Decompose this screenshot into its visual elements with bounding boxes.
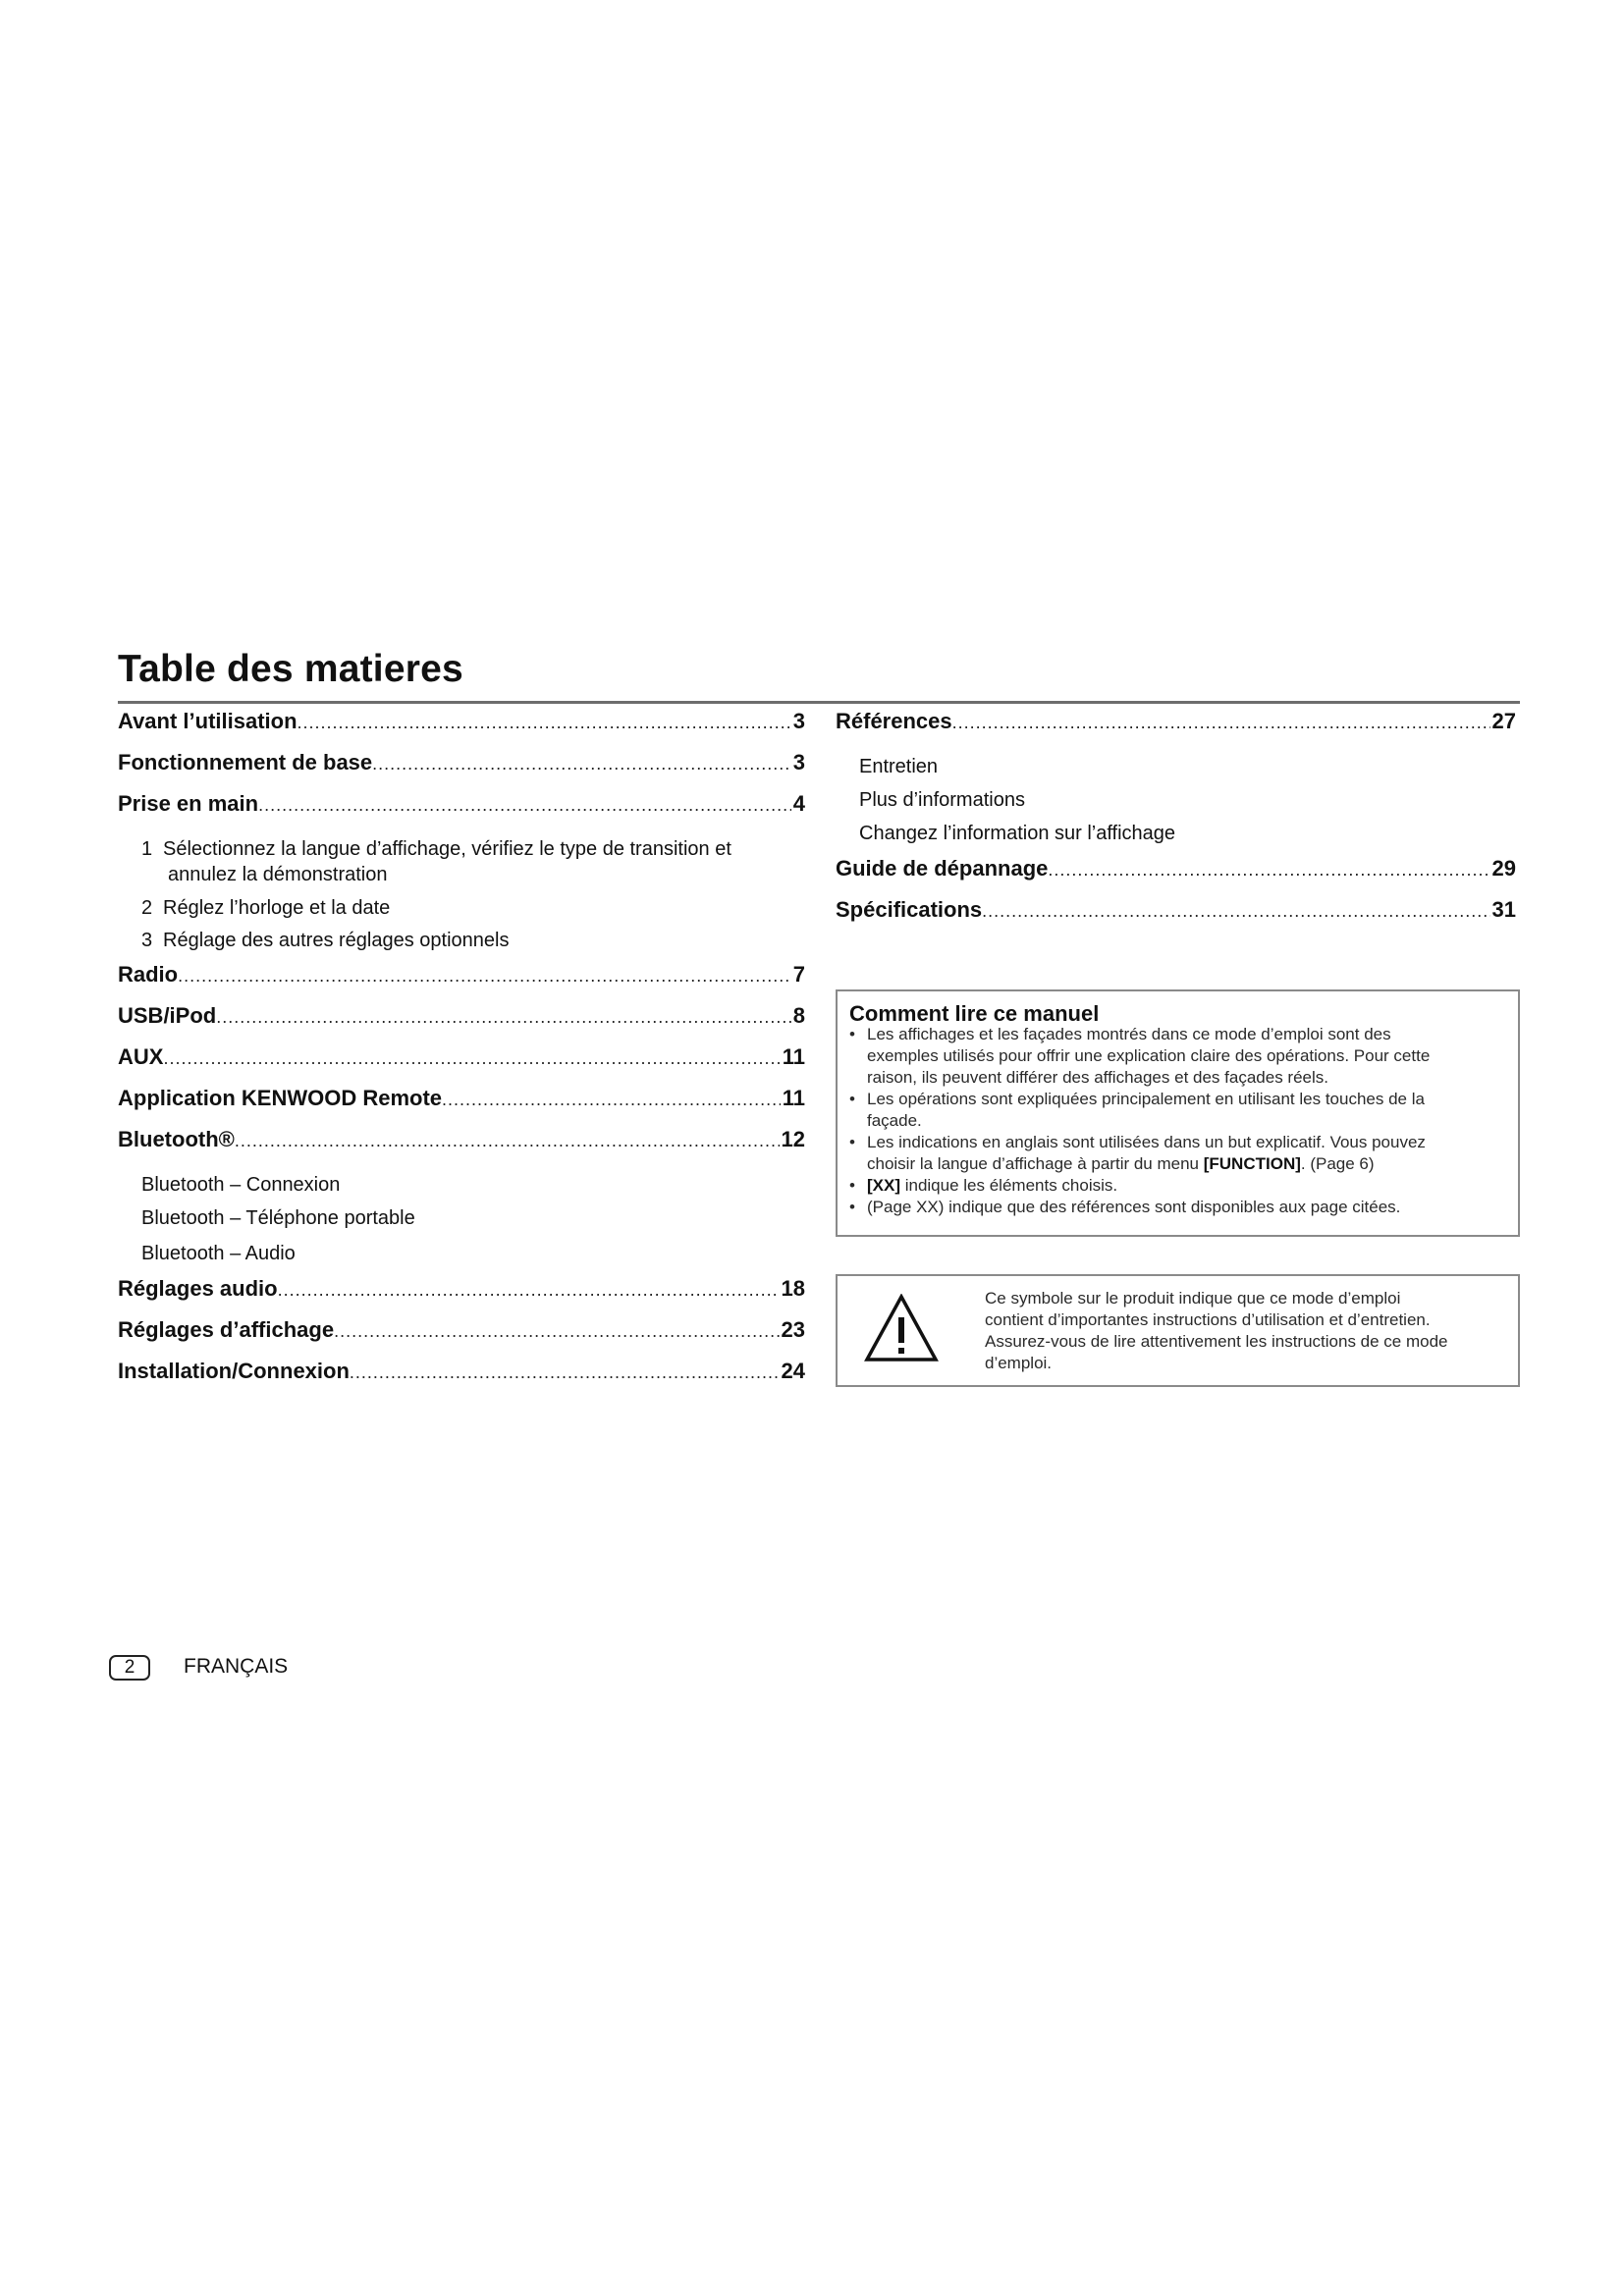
toc-subentry[interactable]: Bluetooth – Connexion — [141, 1174, 341, 1196]
toc-subentry[interactable]: 2 Réglez l’horloge et la date — [141, 897, 391, 919]
toc-entry[interactable]: USB/iPod ..... 8 — [118, 1003, 805, 1029]
warning-text-line: Assurez-vous de lire attentivement les instructions de ce mode — [985, 1332, 1448, 1351]
toc-subentry[interactable]: 3 Réglage des autres réglages optionnels — [141, 930, 510, 951]
toc-subentry[interactable]: Entretien — [859, 756, 939, 777]
toc-subentry[interactable]: Bluetooth – Téléphone portable — [141, 1207, 415, 1229]
toc-entry[interactable]: Réglages d’affichage ..... 23 — [118, 1317, 805, 1343]
warning-text-line: contient d’importantes instructions d’utilisation et d’entretien. — [985, 1310, 1431, 1329]
toc-entry[interactable]: Guide de dépannage ..... 29 — [836, 856, 1516, 881]
toc-entry[interactable]: Installation/Connexion ..... 24 — [118, 1359, 805, 1384]
page-title: Table des matieres — [118, 648, 463, 690]
toc-subentry[interactable]: Changez l’information sur l’affichage — [859, 823, 1176, 844]
toc-entry[interactable]: Application KENWOOD Remote ..... 11 — [118, 1086, 805, 1111]
toc-subentry[interactable]: Plus d’informations — [859, 789, 1025, 811]
warning-text-line: Ce symbole sur le produit indique que ce mode d’emploi — [985, 1289, 1401, 1308]
note-bullet: • (Page XX) indique que des références sont disponibles aux page citées. — [849, 1198, 1401, 1216]
page-number-badge: 2 — [109, 1655, 150, 1681]
toc-entry[interactable]: Prise en main ..... 4 — [118, 791, 805, 817]
note-continuation: choisir la langue d’affichage à partir du menu [FUNCTION]. (Page 6) — [867, 1154, 1375, 1173]
note-bullet: • Les indications en anglais sont utilisées dans un but explicatif. Vous pouvez — [849, 1133, 1426, 1151]
toc-entry[interactable]: AUX ..... 11 — [118, 1044, 805, 1070]
toc-entry[interactable]: Avant l’utilisation ..... 3 — [118, 709, 805, 734]
note-bullet: • [XX] indique les éléments choisis. — [849, 1176, 1118, 1195]
toc-entry[interactable]: Réglages audio ..... 18 — [118, 1276, 805, 1302]
note-bullet: • Les opérations sont expliquées principalement en utilisant les touches de la — [849, 1090, 1425, 1108]
note-continuation: exemples utilisés pour offrir une explication claire des opérations. Pour cette — [867, 1046, 1431, 1065]
xx-key-label: [XX] — [867, 1176, 900, 1195]
title-rule — [118, 701, 1520, 704]
note-continuation: façade. — [867, 1111, 922, 1130]
toc-entry[interactable]: Bluetooth® ..... 12 — [118, 1127, 805, 1152]
note-continuation: raison, ils peuvent différer des affichages et des façades réels. — [867, 1068, 1328, 1087]
function-key-label: [FUNCTION] — [1203, 1154, 1301, 1173]
toc-entry[interactable]: Spécifications ..... 31 — [836, 897, 1516, 923]
toc-subentry[interactable]: Bluetooth – Audio — [141, 1243, 296, 1264]
how-to-read-heading: Comment lire ce manuel — [849, 1001, 1100, 1026]
toc-subentry-continuation: annulez la démonstration — [168, 864, 388, 885]
toc-entry[interactable]: Références ..... 27 — [836, 709, 1516, 734]
toc-entry[interactable]: Fonctionnement de base ..... 3 — [118, 750, 805, 775]
note-bullet: • Les affichages et les façades montrés dans ce mode d’emploi sont des — [849, 1025, 1391, 1043]
how-to-read-box — [836, 989, 1520, 1237]
toc-subentry[interactable]: 1 Sélectionnez la langue d’affichage, vérifiez le type de transition et — [141, 838, 731, 860]
toc-entry[interactable]: Radio ..... 7 — [118, 962, 805, 988]
warning-triangle-icon — [864, 1294, 939, 1362]
warning-text-line: d’emploi. — [985, 1354, 1053, 1372]
warning-box — [836, 1274, 1520, 1387]
footer-language: FRANÇAIS — [184, 1655, 289, 1678]
